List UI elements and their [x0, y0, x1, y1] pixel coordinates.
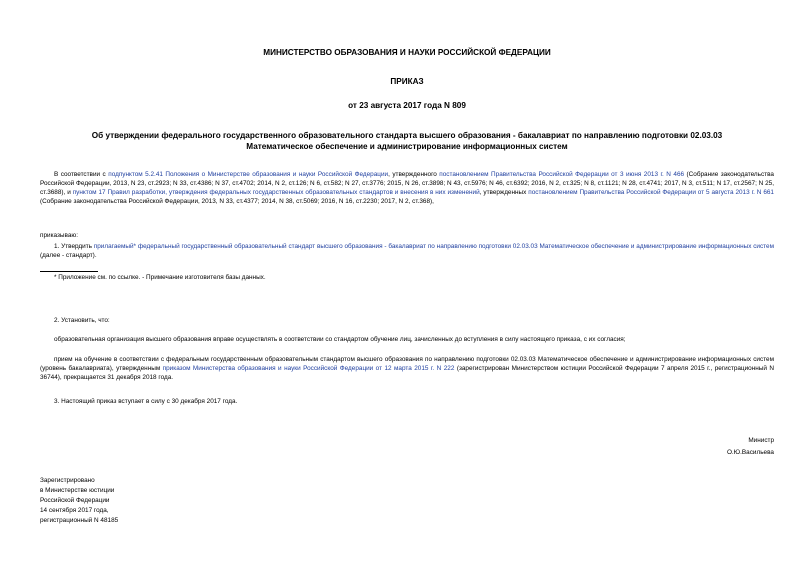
- registration-line-3: Российской Федерации: [40, 496, 110, 504]
- document-title: [40, 130, 774, 152]
- registration-line-1: Зарегистрировано: [40, 477, 95, 484]
- item-1-paragraph: 1. Утвердить прилагаемый* федеральный государственный образовательный стандарт высшего образования - бакалавриат по направлению подготовки 02.03.03 Математическое обеспечение и администрирование информационных систем (далее - стандарт).: [40, 243, 774, 259]
- signature-name: О.Ю.Васильева: [726, 449, 774, 456]
- doc-type-heading: ПРИКАЗ: [390, 77, 424, 86]
- footnote-divider: [40, 271, 98, 272]
- footnote: * Приложение см. по ссылке. - Примечание изготовителя базы данных.: [54, 274, 266, 281]
- item-2-paragraph-2: прием на обучение в соответствии с федеральным государственным образовательным стандартом высшего образования по направлению подготовки 02.03.03 Математическое обеспечение и администрирование информационных систем (уровень бакалавриата), утвержденным приказом Министерства образования и науки Российской Федерации от 12 марта 2015 г. N 222 (зарегистрирован Министерством юстиции Российской Федерации 7 апреля 2015 г., регистрационный N 36744), прекращается 31 декабря 2018 года.: [40, 356, 774, 381]
- ministry-heading: МИНИСТЕРСТВО ОБРАЗОВАНИЯ И НАУКИ РОССИЙСКОЙ ФЕДЕРАЦИИ: [263, 48, 551, 57]
- link-standard-name[interactable]: * федеральный государственный образовательный стандарт высшего образования - бакалавриат по направлению подготовки 02.03.03 Математическое обеспечение и администрирование информационных систем: [133, 243, 774, 250]
- link-order-222[interactable]: приказом Министерства образования и науки Российской Федерации от 12 марта 2015 г. N 222: [162, 364, 455, 372]
- registration-line-5: регистрационный N 48185: [40, 516, 119, 524]
- registration-line-2: в Министерстве юстиции: [40, 486, 115, 494]
- link-attached-standard[interactable]: прилагаемый: [93, 243, 134, 250]
- link-regulation-5-2-41[interactable]: подпунктом 5.2.41 Положения о Министерстве образования и науки Российской Федерации: [108, 171, 389, 178]
- title-line-2: Математическое обеспечение и администрирование информационных систем: [246, 142, 568, 152]
- link-resolution-661[interactable]: постановлением Правительства Российской Федерации от 5 августа 2013 г. N 661: [528, 188, 774, 196]
- link-rules-item-17[interactable]: пунктом 17 Правил разработки, утверждения федеральных государственных образовательных стандартов и внесения в них изменений: [72, 188, 480, 196]
- title-line-1: Об утверждении федерального государственного образовательного стандарта высшего образования - бакалавриат по направлению подготовки 02.03.03: [91, 131, 723, 140]
- item-3-paragraph: 3. Настоящий приказ вступает в силу с 30 декабря 2017 года.: [54, 398, 238, 405]
- registration-line-4: 14 сентября 2017 года,: [40, 506, 109, 514]
- preamble-paragraph: В соответствии с подпунктом 5.2.41 Положения о Министерстве образования и науки Российской Федерации, утвержденного постановлением Правительства Российской Федерации от 3 июня 2013 г. N 466 (Собрание законодательства Российской Федерации, 2013, N 23, ст.2923; N 33, ст.4386; N 37, ст.4702; 2014, N 2, ст.126; N 6, ст.582; N 27, ст.3776; 2015, N 26, ст.3898; N 43, ст.5976; N 46, ст.6392; 2016, N 2, ст.325; N 8, ст.1121; N 28, ст.4741; 2017, N 3, ст.511; N 17, ст.2567; N 25, ст.3688), и пунктом 17 Правил разработки, утверждения федеральных государственных образовательных стандартов и внесения в них изменений, утвержденных постановлением Правительства Российской Федерации от 5 августа 2013 г. N 661 (Собрание законодательства Российской Федерации, 2013, N 33, ст.4377; 2014, N 38, ст.5069; 2016, N 16, ст.2230; 2017, N 2, ст.368),: [40, 171, 774, 205]
- item-2-paragraph-1: образовательная организация высшего образования вправе осуществлять в соответствии со стандартом обучение лиц, зачисленных до вступления в силу настоящего приказа, с их согласия;: [54, 336, 626, 343]
- item-2-heading: 2. Установить, что:: [54, 317, 110, 324]
- signature-position: Министр: [748, 437, 774, 444]
- registration-block: [40, 476, 118, 526]
- date-number: от 23 августа 2017 года N 809: [348, 101, 466, 110]
- link-resolution-466[interactable]: постановлением Правительства Российской Федерации от 3 июня 2013 г. N 466: [439, 171, 685, 178]
- order-word: приказываю:: [40, 232, 78, 239]
